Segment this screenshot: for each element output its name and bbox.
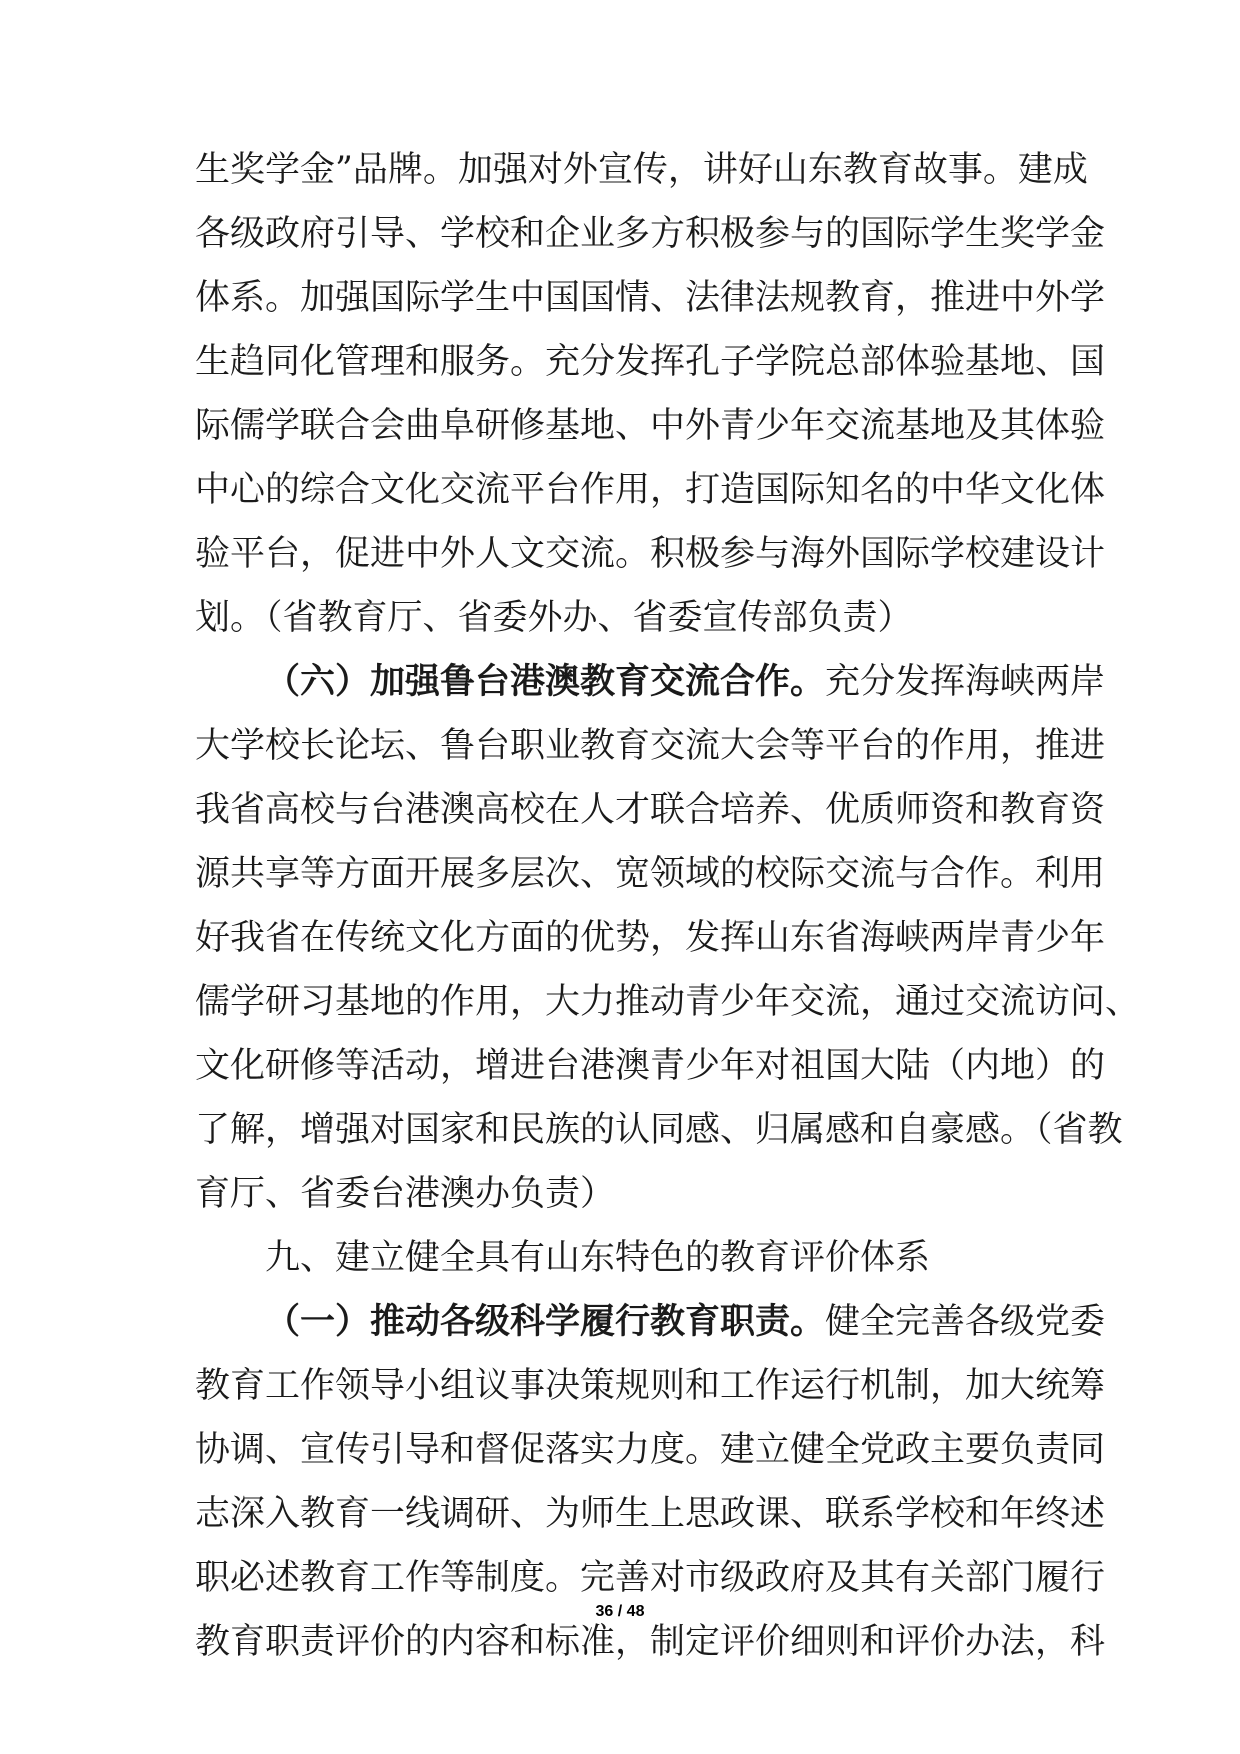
text-line: 生奖学金”品牌。加强对外宣传，讲好山东教育故事。建成 <box>195 150 1088 190</box>
text-line: 好我省在传统文化方面的优势，发挥山东省海峡两岸青少年 <box>195 918 1106 958</box>
text-line: 各级政府引导、学校和企业多方积极参与的国际学生奖学金 <box>195 214 1106 254</box>
text-line: 了解，增强对国家和民族的认同感、归属感和自豪感。（省教 <box>195 1110 1123 1150</box>
text-line: 划。（省教育厅、省委外办、省委宣传部负责） <box>195 598 913 638</box>
text-line: 职必述教育工作等制度。完善对市级政府及其有关部门履行 <box>195 1558 1106 1598</box>
text-line: 教育工作领导小组议事决策规则和工作运行机制，加大统筹 <box>195 1366 1106 1406</box>
text-run: 健全完善各级党委 <box>825 1302 1106 1342</box>
text-line: 源共享等方面开展多层次、宽领域的校际交流与合作。利用 <box>195 854 1106 894</box>
text-line: 验平台，促进中外人文交流。积极参与海外国际学校建设计 <box>195 534 1106 574</box>
paragraph-first-line <box>265 652 1106 712</box>
text-line: 文化研修等活动，增进台港澳青少年对祖国大陆（内地）的 <box>195 1046 1106 1086</box>
text-line: 我省高校与台港澳高校在人才联合培养、优质师资和教育资 <box>195 790 1106 830</box>
paragraph-first-line <box>265 1292 1106 1352</box>
text-line: 大学校长论坛、鲁台职业教育交流大会等平台的作用，推进 <box>195 726 1106 766</box>
text-line: 际儒学联合会曲阜研修基地、中外青少年交流基地及其体验 <box>195 406 1106 446</box>
text-line: 中心的综合文化交流平台作用，打造国际知名的中华文化体 <box>195 470 1106 510</box>
text-run: 充分发挥海峡两岸 <box>825 662 1106 702</box>
text-line: 体系。加强国际学生中国国情、法律法规教育，推进中外学 <box>195 278 1106 318</box>
subsection-title: （六）加强鲁台港澳教育交流合作。 <box>265 661 826 702</box>
page-number: 36 / 48 <box>595 1603 645 1620</box>
text-line: 教育职责评价的内容和标准，制定评价细则和评价办法，科 <box>195 1622 1106 1662</box>
text-line: 协调、宣传引导和督促落实力度。建立健全党政主要负责同 <box>195 1430 1106 1470</box>
text-line: 儒学研习基地的作用，大力推动青少年交流，通过交流访问、 <box>195 982 1141 1022</box>
subsection-title: （一）推动各级科学履行教育职责。 <box>265 1301 826 1342</box>
section-heading: 九、建立健全具有山东特色的教育评价体系 <box>265 1238 931 1278</box>
text-line: 生趋同化管理和服务。充分发挥孔子学院总部体验基地、国 <box>195 342 1106 382</box>
text-line: 育厅、省委台港澳办负责） <box>195 1174 616 1214</box>
text-line: 志深入教育一线调研、为师生上思政课、联系学校和年终述 <box>195 1494 1106 1534</box>
